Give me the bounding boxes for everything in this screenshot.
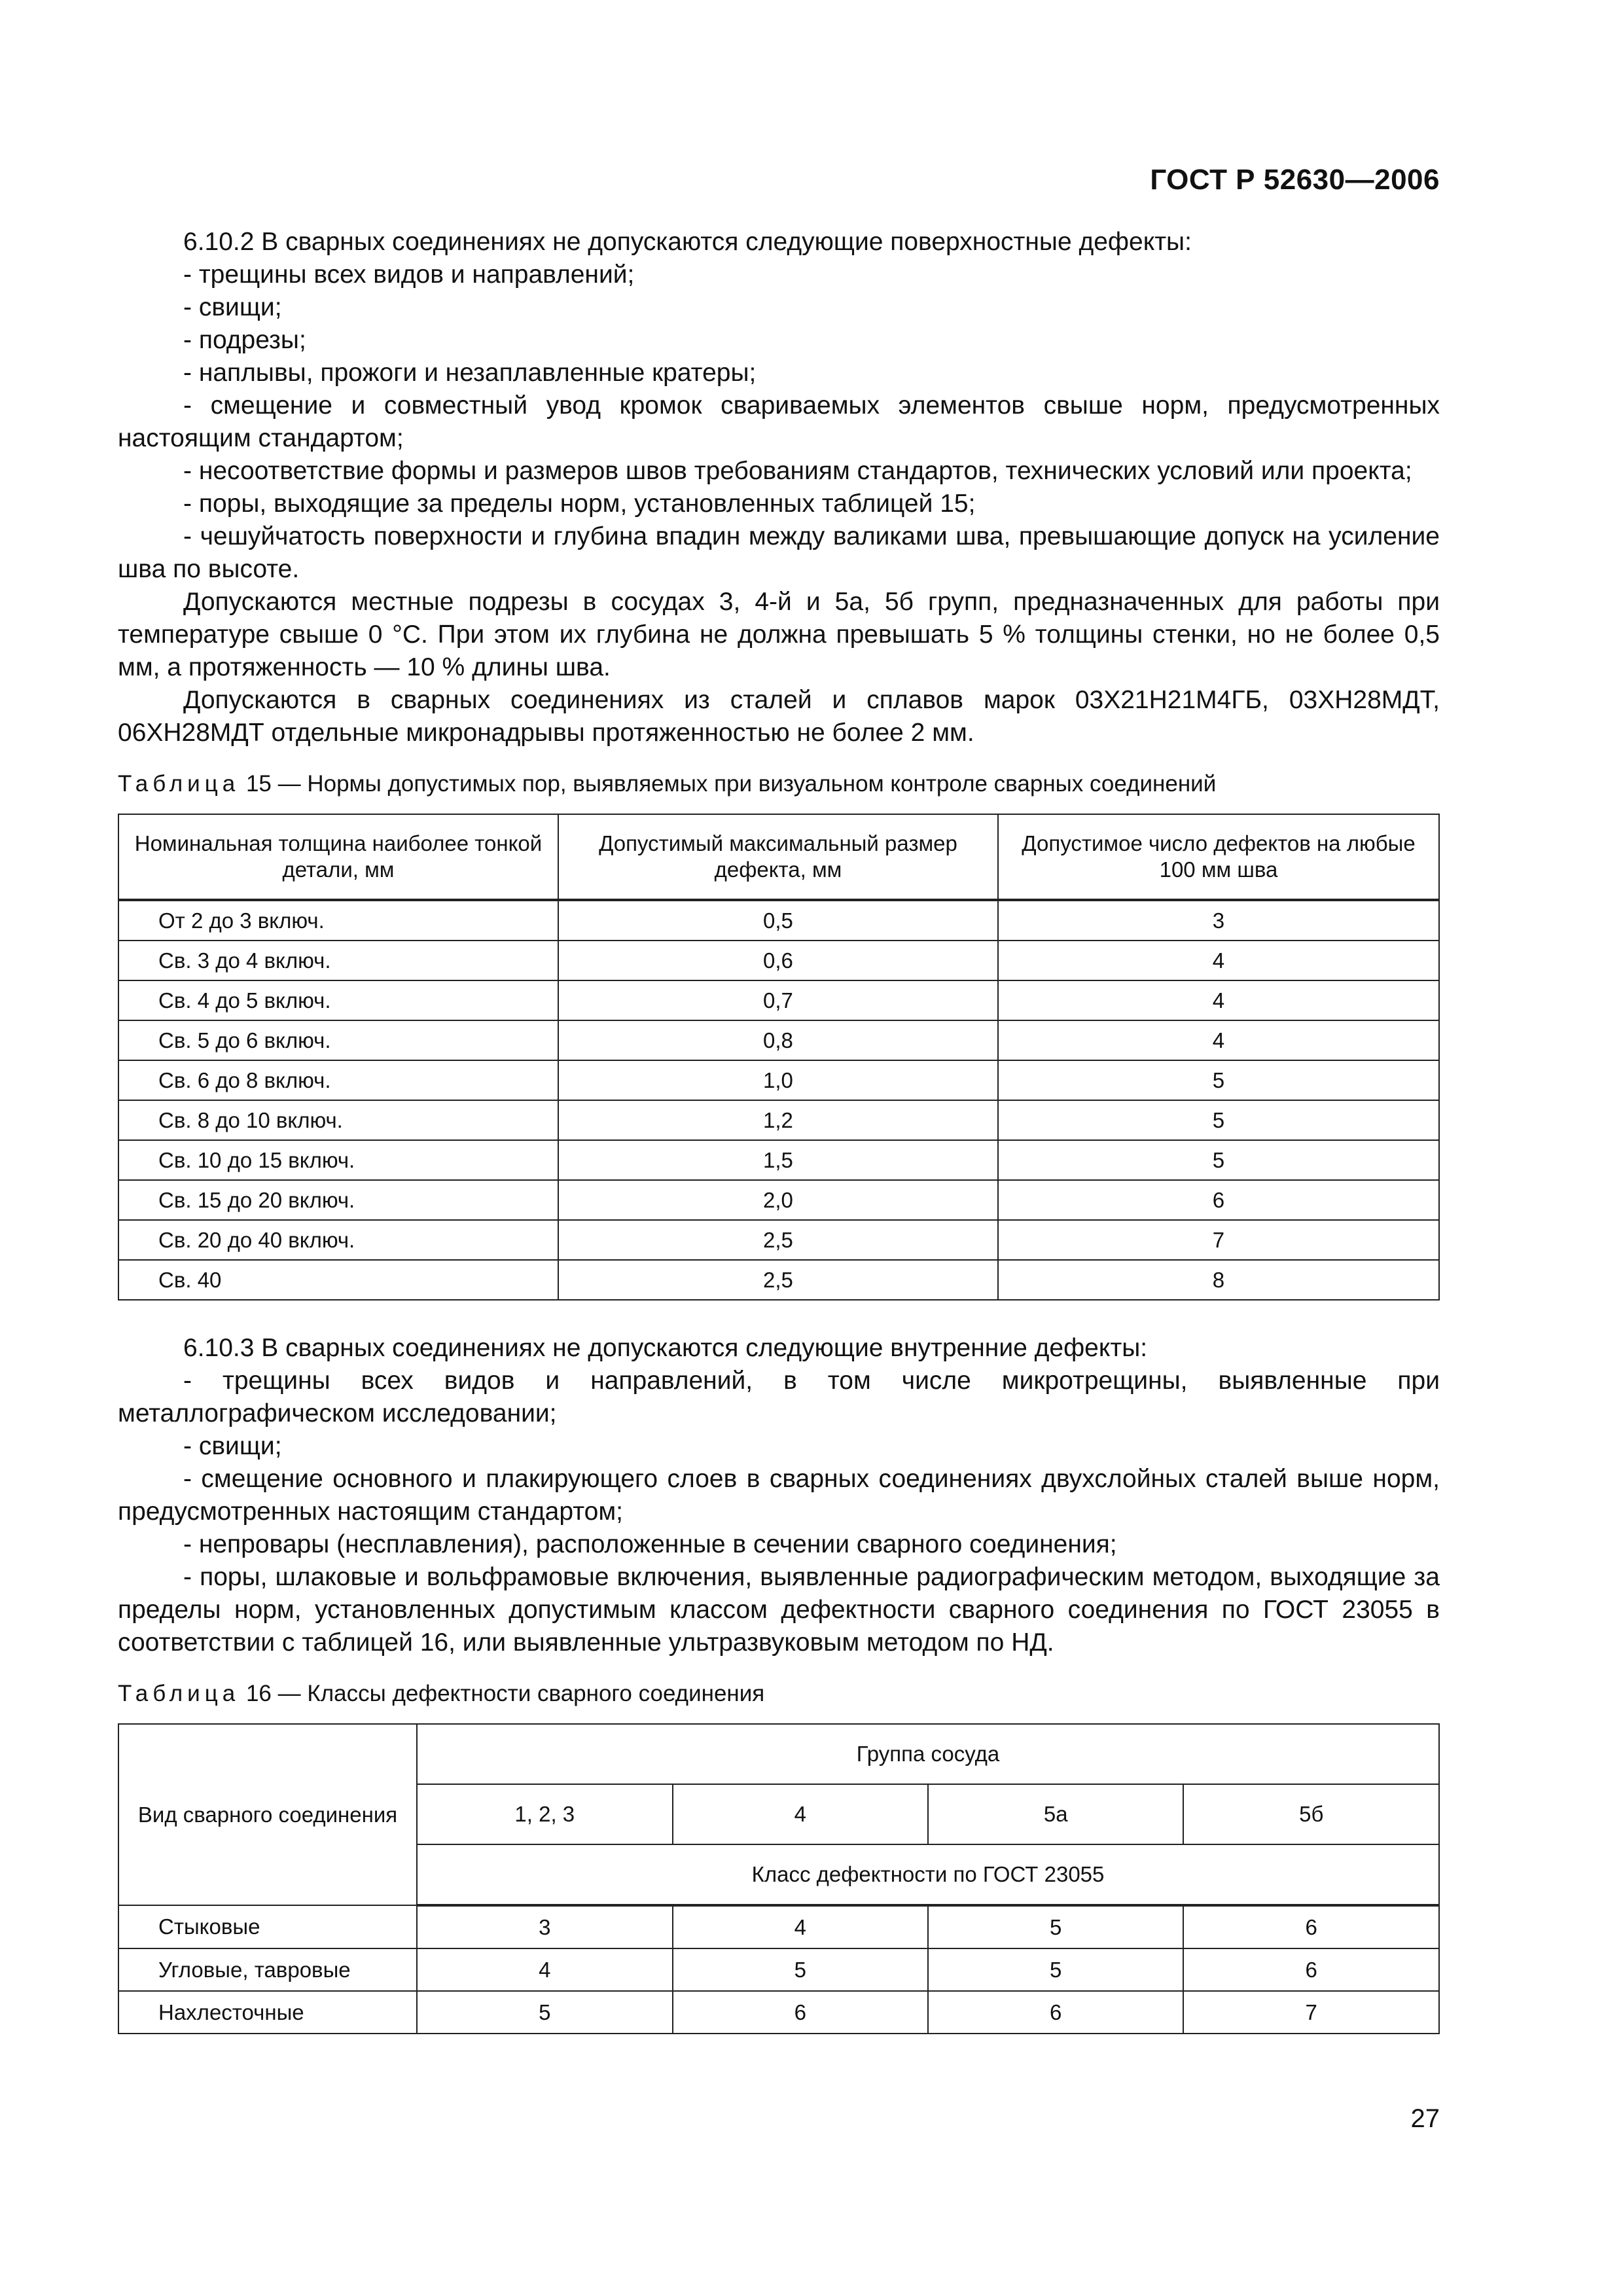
table-cell: 4 — [998, 941, 1439, 980]
table-cell: 0,8 — [558, 1020, 998, 1060]
table-cell: 5 — [673, 1948, 928, 1991]
table-cell: 4 — [673, 1905, 928, 1948]
document-code: ГОСТ Р 52630—2006 — [1150, 164, 1440, 196]
list-item: - непровары (несплавления), расположенные в сечении сварного соединения; — [183, 1530, 1117, 1558]
table-cell: 0,7 — [558, 980, 998, 1020]
table-cell: 6 — [673, 1991, 928, 2034]
column-header: Допустимое число дефектов на любые 100 мм шва — [998, 814, 1439, 900]
table-cell: 1,5 — [558, 1140, 998, 1180]
table-caption-text: 15 — Нормы допустимых пор, выявляемых при визуальном контроле сварных соединений — [245, 771, 1217, 797]
class-header: Класс дефектности по ГОСТ 23055 — [417, 1844, 1439, 1905]
table-cell: 5 — [998, 1100, 1439, 1140]
table-cell: 5 — [928, 1905, 1183, 1948]
table-cell: 4 — [417, 1948, 672, 1991]
list-item: - свищи; — [183, 293, 282, 321]
table-cell: Св. 3 до 4 включ. — [118, 941, 558, 980]
group-header: Группа сосуда — [417, 1724, 1439, 1784]
list-item: - смещение и совместный увод кромок свариваемых элементов свыше норм, предусмотренных настоящим стандартом; — [118, 391, 1440, 452]
column-header: Допустимый максимальный размер дефекта, мм — [558, 814, 998, 900]
table-cell: 6 — [1183, 1948, 1439, 1991]
table-cell: Св. 15 до 20 включ. — [118, 1180, 558, 1220]
table-row — [118, 1180, 1439, 1220]
table-cell: 4 — [998, 1020, 1439, 1060]
table-row — [118, 1140, 1439, 1180]
page-number: 27 — [1410, 2104, 1440, 2133]
table-row — [118, 980, 1439, 1020]
table-cell: 5 — [417, 1991, 672, 2034]
table-row — [118, 1991, 1439, 2034]
table-cell: 0,5 — [558, 900, 998, 941]
table-row — [118, 1220, 1439, 1260]
section-6-10-3-intro: 6.10.3 В сварных соединениях не допускаются следующие внутренние дефекты: — [183, 1334, 1148, 1362]
table-16-caption — [118, 1677, 1440, 1710]
list-item: - трещины всех видов и направлений; — [183, 260, 635, 289]
table-row — [118, 1948, 1439, 1991]
table-row — [118, 900, 1439, 941]
table-cell: 6 — [928, 1991, 1183, 2034]
table-cell: Угловые, тавровые — [118, 1948, 417, 1991]
table-cell: 5 — [928, 1948, 1183, 1991]
table-cell: 8 — [998, 1260, 1439, 1300]
column-header: Номинальная толщина наиболее тонкой детали, мм — [118, 814, 558, 900]
table-cell: Св. 6 до 8 включ. — [118, 1060, 558, 1100]
list-item: - подрезы; — [183, 326, 306, 354]
list-item: - наплывы, прожоги и незаплавленные кратеры; — [183, 359, 757, 387]
column-header: 5а — [928, 1784, 1183, 1844]
row-header: Вид сварного соединения — [118, 1724, 417, 1905]
table-cell: Св. 5 до 6 включ. — [118, 1020, 558, 1060]
list-item: - поры, шлаковые и вольфрамовые включения, выявленные радиографическим методом, выходящие за пределы норм, установленных допустимым классом дефектности сварного соединения по ГОСТ 23055 в соответствии с таблицей 16, или выявленные ультразвуковым методом по НД. — [118, 1563, 1440, 1657]
table-cell: Св. 8 до 10 включ. — [118, 1100, 558, 1140]
table-row — [118, 1060, 1439, 1100]
table-cell: 3 — [417, 1905, 672, 1948]
table-16 — [118, 1723, 1440, 2034]
table-cell: 4 — [998, 980, 1439, 1020]
column-header: 5б — [1183, 1784, 1439, 1844]
page-body — [118, 226, 1440, 2034]
list-item: - чешуйчатость поверхности и глубина впадин между валиками шва, превышающие допуск на усиление шва по высоте. — [118, 522, 1440, 583]
table-cell: 3 — [998, 900, 1439, 941]
table-cell: 2,0 — [558, 1180, 998, 1220]
table-cell: 6 — [1183, 1905, 1439, 1948]
table-cell: Нахлесточные — [118, 1991, 417, 2034]
table-cell: 1,0 — [558, 1060, 998, 1100]
list-item: - поры, выходящие за пределы норм, установленных таблицей 15; — [183, 490, 976, 518]
table-row — [118, 1905, 1439, 1948]
table-cell: Св. 40 — [118, 1260, 558, 1300]
table-15 — [118, 814, 1440, 1300]
table-cell: Св. 4 до 5 включ. — [118, 980, 558, 1020]
table-cell: 7 — [1183, 1991, 1439, 2034]
table-header-row — [118, 814, 1439, 900]
table-cell: 2,5 — [558, 1260, 998, 1300]
table-cell: 5 — [998, 1060, 1439, 1100]
column-header: 1, 2, 3 — [417, 1784, 672, 1844]
table-row — [118, 1260, 1439, 1300]
table-row — [118, 941, 1439, 980]
paragraph-undercuts: Допускаются местные подрезы в сосудах 3, 4-й и 5а, 5б групп, предназначенных для работы при температуре свыше 0 °С. При этом их глубина не должна превышать 5 % толщины стенки, но не более 0,5 мм, а протяженность — 10 % длины шва. — [118, 588, 1440, 681]
table-caption-label: Таблица — [118, 771, 240, 797]
table-cell: Св. 10 до 15 включ. — [118, 1140, 558, 1180]
table-header-row — [118, 1724, 1439, 1784]
table-cell: 5 — [998, 1140, 1439, 1180]
table-caption-label: Таблица — [118, 1681, 240, 1706]
column-header: 4 — [673, 1784, 928, 1844]
table-cell: 2,5 — [558, 1220, 998, 1260]
table-caption-text: 16 — Классы дефектности сварного соединения — [245, 1681, 765, 1706]
table-cell: 6 — [998, 1180, 1439, 1220]
table-row — [118, 1100, 1439, 1140]
table-row — [118, 1020, 1439, 1060]
list-item: - смещение основного и плакирующего слоев в сварных соединениях двухслойных сталей выше норм, предусмотренных настоящим стандартом; — [118, 1465, 1440, 1526]
table-cell: От 2 до 3 включ. — [118, 900, 558, 941]
section-6-10-2-intro: 6.10.2 В сварных соединениях не допускаются следующие поверхностные дефекты: — [183, 228, 1192, 256]
list-item: - трещины всех видов и направлений, в том числе микротрещины, выявленные при металлографическом исследовании; — [118, 1367, 1440, 1427]
table-cell: 7 — [998, 1220, 1439, 1260]
table-cell: Стыковые — [118, 1905, 417, 1948]
list-item: - свищи; — [183, 1432, 282, 1460]
paragraph-microtears: Допускаются в сварных соединениях из сталей и сплавов марок 03Х21Н21М4ГБ, 03ХН28МДТ, 06ХН28МДТ отдельные микронадрывы протяженностью не более 2 мм. — [118, 686, 1440, 747]
table-15-caption — [118, 768, 1440, 800]
list-item: - несоответствие формы и размеров швов требованиям стандартов, технических условий или проекта; — [183, 457, 1412, 485]
table-cell: 0,6 — [558, 941, 998, 980]
table-cell: 1,2 — [558, 1100, 998, 1140]
table-cell: Св. 20 до 40 включ. — [118, 1220, 558, 1260]
